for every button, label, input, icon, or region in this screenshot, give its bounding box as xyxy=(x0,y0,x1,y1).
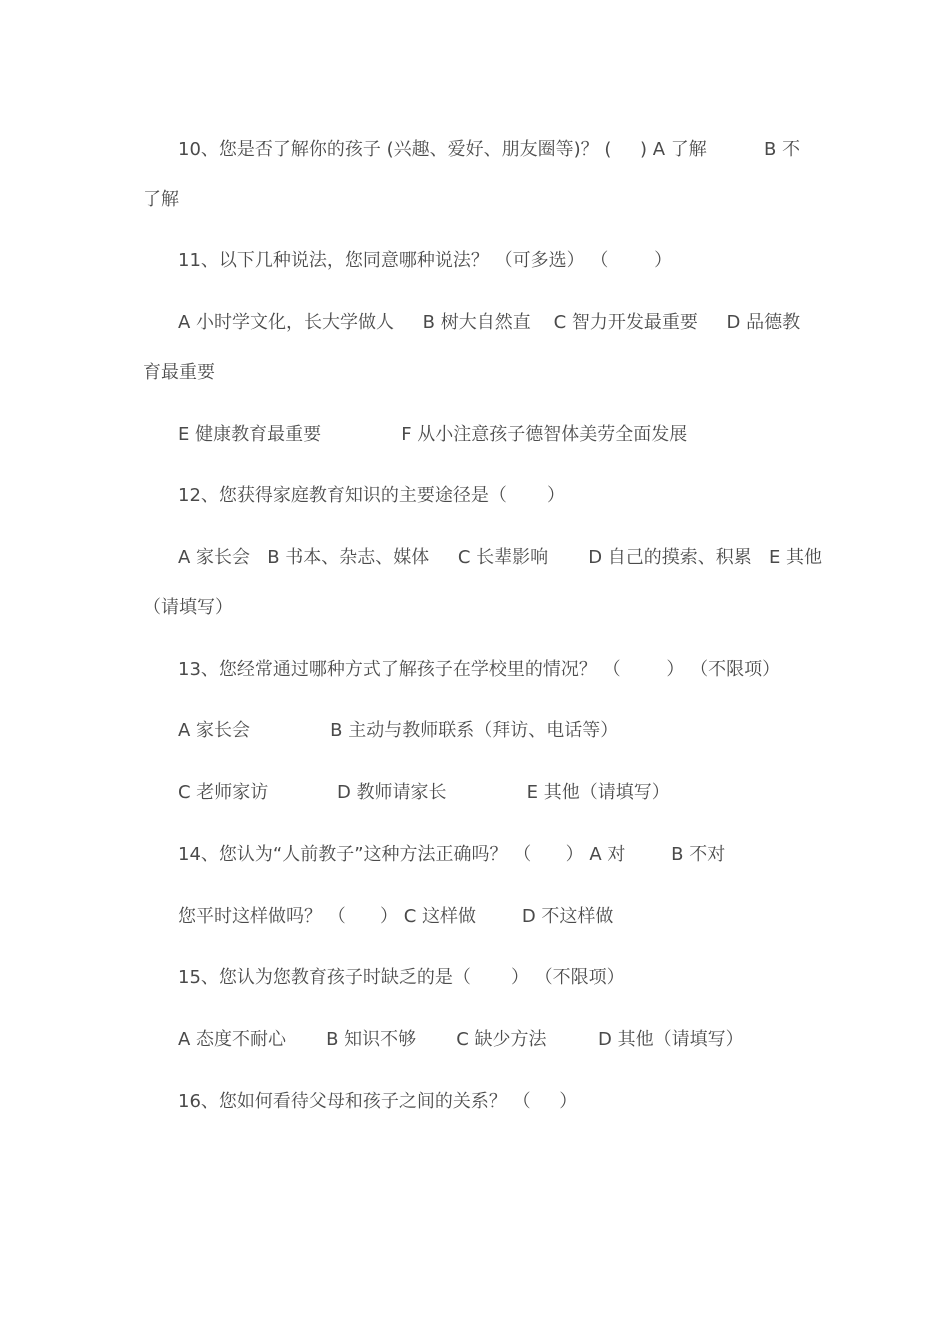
question-13: 13、您经常通过哪种方式了解孩子在学校里的情况？ （ ） （不限项） xyxy=(178,659,781,680)
question-11: 11、以下几种说法，您同意哪种说法？ （可多选） （ ） xyxy=(178,250,673,271)
question-12-options-line-1: A 家长会 B 书本、杂志、媒体 C 长辈影响 D 自己的摸索、积累 E 其他 xyxy=(178,547,823,568)
question-13-options-line-1: A 家长会 B 主动与教师联系（拜访、电话等） xyxy=(178,720,619,741)
question-14-line-1: 14、您认为“人前教子”这种方法正确吗？ （ ） A 对 B 不对 xyxy=(178,844,726,865)
question-16: 16、您如何看待父母和孩子之间的关系？ （ ） xyxy=(178,1091,578,1112)
question-13-options-line-2: C 老师家访 D 教师请家长 E 其他（请填写） xyxy=(178,782,670,803)
question-14-line-2: 您平时这样做吗？ （ ） C 这样做 D 不这样做 xyxy=(178,906,614,927)
question-10-line-2: 了解 xyxy=(143,189,179,210)
question-11-options-line-1: A 小时学文化，长大学做人 B 树大自然直 C 智力开发最重要 D 品德教 xyxy=(178,312,801,333)
question-15: 15、您认为您教育孩子时缺乏的是（ ） （不限项） xyxy=(178,967,625,988)
question-12: 12、您获得家庭教育知识的主要途径是（ ） xyxy=(178,485,565,506)
question-11-options-line-2: 育最重要 xyxy=(143,362,215,383)
question-11-options-line-3: E 健康教育最重要 F 从小注意孩子德智体美劳全面发展 xyxy=(178,424,688,445)
question-15-options: A 态度不耐心 B 知识不够 C 缺少方法 D 其他（请填写） xyxy=(178,1029,744,1050)
question-10-line-1: 10、您是否了解你的孩子 (兴趣、爱好、朋友圈等)？ ( ) A 了解 B 不 xyxy=(178,139,801,160)
question-12-options-line-2: （请填写） xyxy=(143,597,233,618)
